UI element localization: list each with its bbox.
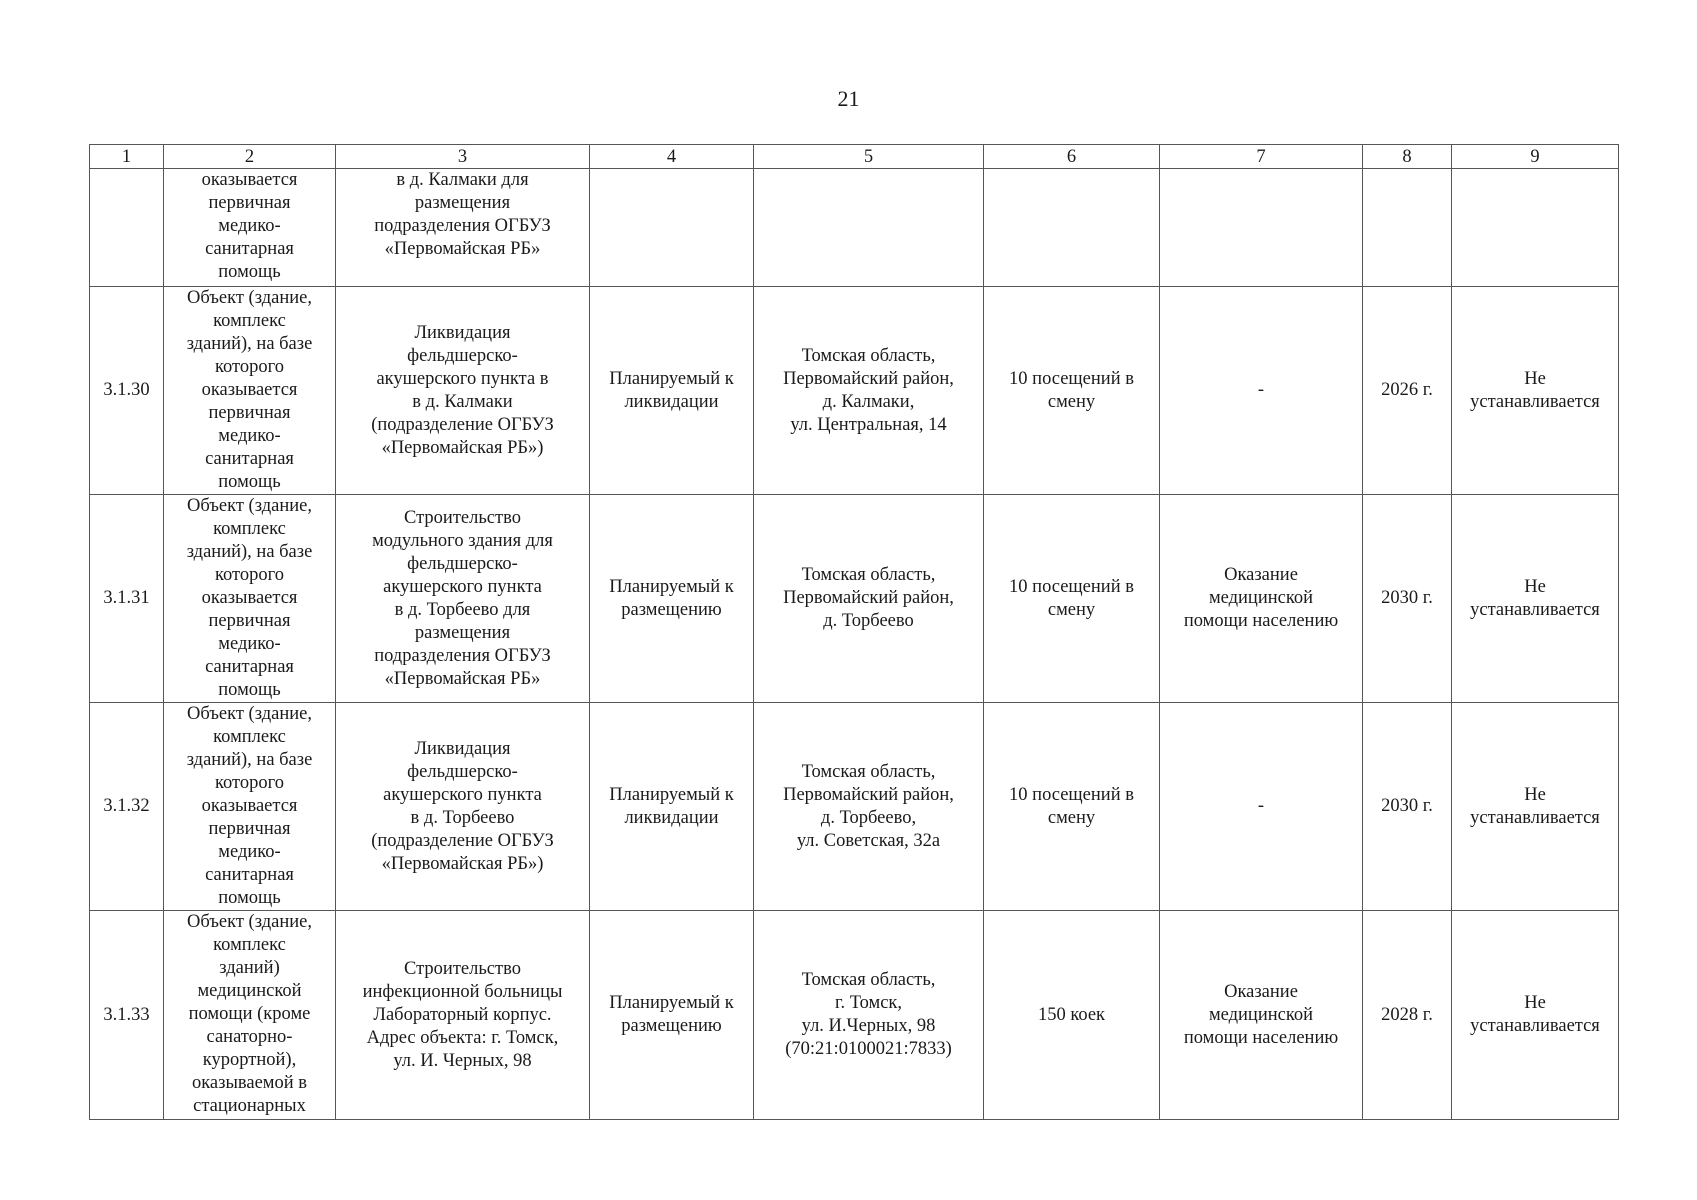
capacity-cell: 10 посещений в смену (984, 495, 1160, 703)
location-cell: Томская область, Первомайский район, д. Калмаки, ул. Центральная, 14 (754, 287, 984, 495)
zone-cell: Не устанавливается (1452, 911, 1619, 1120)
column-header-8: 8 (1363, 145, 1452, 169)
column-header-1: 1 (90, 145, 164, 169)
row-number-cell: 3.1.31 (90, 495, 164, 703)
row-number-cell: 3.1.32 (90, 703, 164, 911)
status-cell: Планируемый к размещению (590, 495, 754, 703)
function-cell: - (1160, 287, 1363, 495)
table-row (90, 287, 1619, 495)
year-cell: 2026 г. (1363, 287, 1452, 495)
object-type-cell: Объект (здание, комплекс зданий), на базе которого оказывается первичная медико- санитарная помощь (164, 287, 336, 495)
table-row (90, 169, 1619, 287)
column-header-7: 7 (1160, 145, 1363, 169)
capacity-cell: 150 коек (984, 911, 1160, 1120)
column-header-9: 9 (1452, 145, 1619, 169)
location-cell: Томская область, г. Томск, ул. И.Черных, 98 (70:21:0100021:7833) (754, 911, 984, 1120)
header-row (90, 145, 1619, 169)
object-type-cell: Объект (здание, комплекс зданий) медицинской помощи (кроме санаторно- курортной), оказываемой в стационарных (164, 911, 336, 1120)
status-cell: Планируемый к ликвидации (590, 287, 754, 495)
page-number: 21 (837, 86, 860, 111)
column-header-3: 3 (336, 145, 590, 169)
zone-cell: Не устанавливается (1452, 287, 1619, 495)
year-cell: 2028 г. (1363, 911, 1452, 1120)
year-cell (1363, 169, 1452, 287)
status-cell: Планируемый к размещению (590, 911, 754, 1120)
object-type-cell: Объект (здание, комплекс зданий), на базе которого оказывается первичная медико- санитарная помощь (164, 703, 336, 911)
row-number-cell: 3.1.33 (90, 911, 164, 1120)
objects-table (89, 144, 1619, 1120)
location-cell (754, 169, 984, 287)
year-cell: 2030 г. (1363, 495, 1452, 703)
zone-cell (1452, 169, 1619, 287)
table-row (90, 495, 1619, 703)
function-cell: - (1160, 703, 1363, 911)
purpose-cell: Ликвидация фельдшерско- акушерского пункта в в д. Калмаки (подразделение ОГБУЗ «Первомайская РБ») (336, 287, 590, 495)
capacity-cell: 10 посещений в смену (984, 703, 1160, 911)
object-type-cell: Объект (здание, комплекс зданий), на базе которого оказывается первичная медико- санитарная помощь (164, 495, 336, 703)
row-number-cell: 3.1.30 (90, 287, 164, 495)
function-cell: Оказание медицинской помощи населению (1160, 495, 1363, 703)
year-cell: 2030 г. (1363, 703, 1452, 911)
object-type-cell: оказывается первичная медико- санитарная помощь (164, 169, 336, 287)
purpose-cell: Строительство модульного здания для фельдшерско- акушерского пункта в д. Торбеево для размещения подразделения ОГБУЗ «Первомайская РБ» (336, 495, 590, 703)
zone-cell: Не устанавливается (1452, 703, 1619, 911)
column-header-6: 6 (984, 145, 1160, 169)
function-cell: Оказание медицинской помощи населению (1160, 911, 1363, 1120)
table-row (90, 703, 1619, 911)
table-row (90, 911, 1619, 1120)
column-header-2: 2 (164, 145, 336, 169)
capacity-cell: 10 посещений в смену (984, 287, 1160, 495)
zone-cell: Не устанавливается (1452, 495, 1619, 703)
function-cell (1160, 169, 1363, 287)
capacity-cell (984, 169, 1160, 287)
status-cell (590, 169, 754, 287)
purpose-cell: в д. Калмаки для размещения подразделения ОГБУЗ «Первомайская РБ» (336, 169, 590, 287)
location-cell: Томская область, Первомайский район, д. Торбеево (754, 495, 984, 703)
purpose-cell: Строительство инфекционной больницы Лабораторный корпус. Адрес объекта: г. Томск, ул. И. Черных, 98 (336, 911, 590, 1120)
column-header-5: 5 (754, 145, 984, 169)
purpose-cell: Ликвидация фельдшерско- акушерского пункта в д. Торбеево (подразделение ОГБУЗ «Первомайская РБ») (336, 703, 590, 911)
row-number-cell (90, 169, 164, 287)
location-cell: Томская область, Первомайский район, д. Торбеево, ул. Советская, 32а (754, 703, 984, 911)
column-header-4: 4 (590, 145, 754, 169)
status-cell: Планируемый к ликвидации (590, 703, 754, 911)
